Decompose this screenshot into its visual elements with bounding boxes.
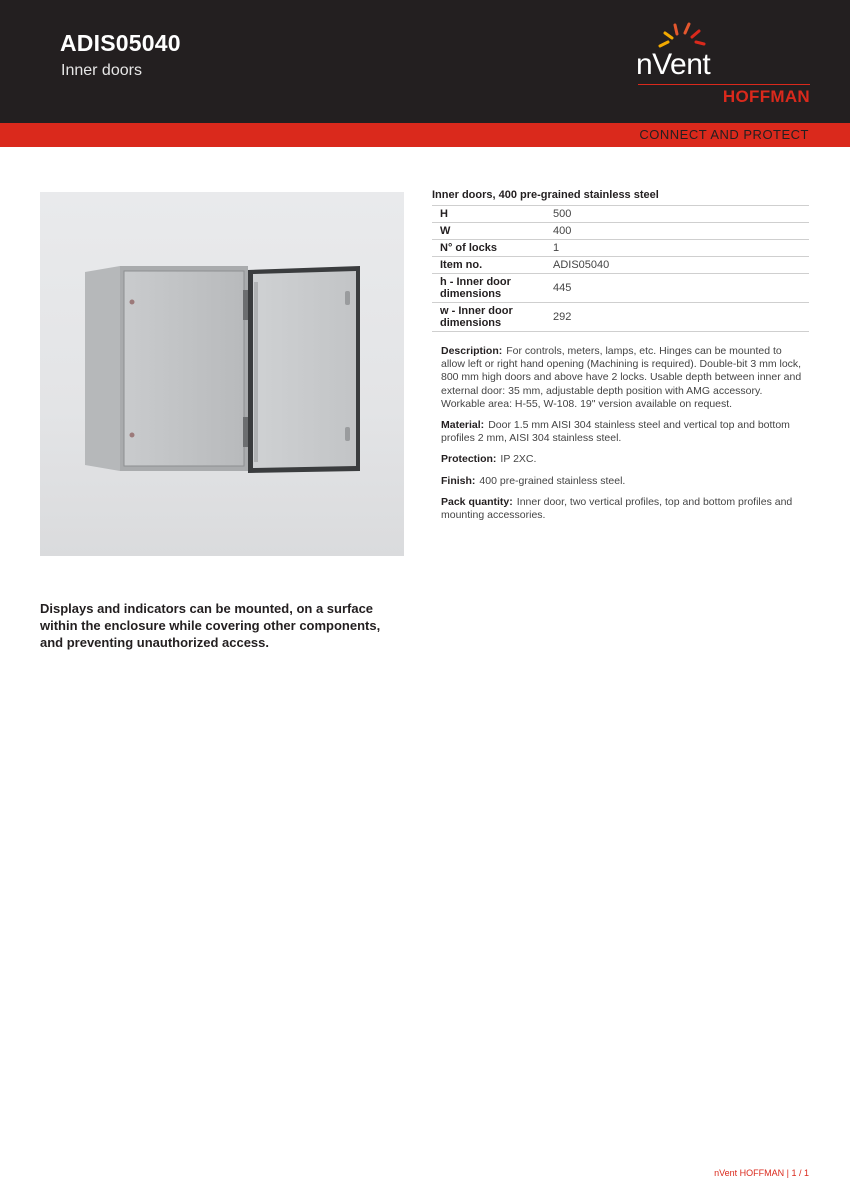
- spec-value: 292: [545, 303, 809, 332]
- table-row: [432, 257, 809, 274]
- page-header: [0, 0, 850, 123]
- spec-label: H: [432, 206, 545, 223]
- table-row: [432, 206, 809, 223]
- table-row: [432, 240, 809, 257]
- protection-paragraph: [441, 453, 803, 466]
- spec-label: Item no.: [432, 257, 545, 274]
- pack-text: Inner door, two vertical profiles, top and bottom profiles and mounting accessories.: [441, 495, 793, 522]
- finish-label: Finish:: [441, 474, 476, 487]
- product-details: [441, 345, 803, 530]
- brand-divider: [638, 84, 810, 85]
- product-photo: [40, 192, 404, 556]
- protection-label: Protection:: [441, 453, 497, 466]
- protection-text: IP 2XC.: [500, 453, 537, 466]
- tagline: CONNECT AND PROTECT: [639, 127, 809, 142]
- table-row: [432, 303, 809, 332]
- finish-paragraph: [441, 475, 803, 488]
- material-label: Material:: [441, 419, 485, 432]
- table-row: [432, 223, 809, 240]
- material-paragraph: [441, 419, 803, 445]
- nvent-hoffman-logo: [632, 20, 812, 110]
- spec-value: 400: [545, 223, 809, 240]
- enclosure-illustration: [40, 192, 404, 556]
- spec-value: ADIS05040: [545, 257, 809, 274]
- pack-paragraph: [441, 496, 803, 522]
- description-label: Description:: [441, 345, 503, 357]
- spec-value: 445: [545, 274, 809, 303]
- spec-value: 1: [545, 240, 809, 257]
- material-text: Door 1.5 mm AISI 304 stainless steel and vertical top and bottom profiles 2 mm, AISI 304 stainless steel.: [441, 419, 790, 445]
- finish-text: 400 pre-grained stainless steel.: [479, 474, 626, 487]
- brand-name: nVent: [636, 48, 711, 81]
- spec-value: 500: [545, 206, 809, 223]
- spec-table-title: Inner doors, 400 pre-grained stainless steel: [432, 189, 659, 201]
- description-paragraph: [441, 345, 803, 411]
- spec-label: W: [432, 223, 545, 240]
- description-text: For controls, meters, lamps, etc. Hinges can be mounted to allow left or right hand opening (Machining is required). Double-bit 3 mm lock, 800 mm high doors and above have 2 locks. Usable depth between inner and external door: 35 mm, adjustable depth position with AMG accessory. Workable area: H-55, W-108. 19" version available on request.: [441, 345, 802, 410]
- product-subtitle: Inner doors: [61, 62, 142, 79]
- brand-subname: HOFFMAN: [722, 87, 810, 106]
- tagline-bar: [0, 123, 850, 147]
- pack-label: Pack quantity:: [441, 495, 513, 508]
- page-footer: nVent HOFFMAN | 1 / 1: [714, 1168, 809, 1178]
- spec-label: h - Inner door dimensions: [432, 274, 545, 303]
- spec-label: w - Inner door dimensions: [432, 303, 545, 332]
- table-row: [432, 274, 809, 303]
- product-title: ADIS05040: [60, 30, 181, 56]
- summary-text: Displays and indicators can be mounted, on a surface within the enclosure while covering other components, and preventing unauthorized access.: [40, 601, 381, 650]
- spec-table: [432, 205, 809, 332]
- spec-label: N° of locks: [432, 240, 545, 257]
